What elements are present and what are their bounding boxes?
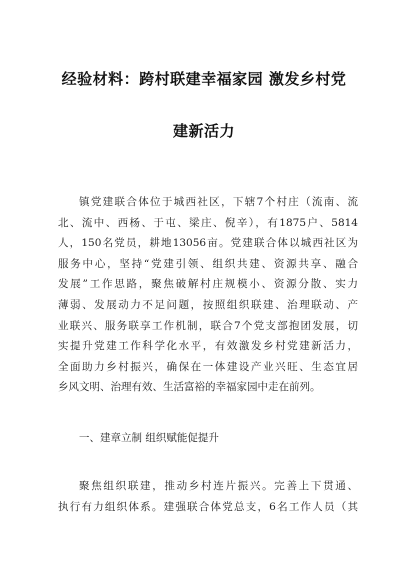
paragraph-line: 实提升党建工作科学化水平，有效激发乡村党建新活力， xyxy=(58,340,358,353)
document-title-line-1: 经验材料：跨村联建幸福家园 激发乡村党 xyxy=(61,70,347,88)
paragraph-line: 业联兴、服务联享工作机制，联合7个党支部抱团发展，切 xyxy=(58,319,358,332)
paragraph-line: 乡风文明、治理有效、生活富裕的幸福家园中走在前列。 xyxy=(58,381,321,394)
paragraph-line: 镇党建联合体位于城西社区，下辖7个村庄（流南、流 xyxy=(79,196,358,208)
paragraph-line: 聚焦组织联建，推动乡村连片振兴。完善上下贯通、 xyxy=(79,480,358,492)
paragraph-line: 北、流中、西杨、于屯、梁庄、倪辛），有1875户、5814 xyxy=(58,216,358,229)
paragraph-line: 全面助力乡村振兴，确保在一体建设产业兴旺、生态宜居 xyxy=(58,360,358,373)
paragraph-1 xyxy=(58,192,358,398)
paragraph-2 xyxy=(58,476,358,517)
paragraph-line: 发展”工作思路，聚焦破解村庄规模小、资源分散、实力 xyxy=(58,278,358,291)
paragraph-line: 服务中心，坚持“党建引领、组织共建、资源共享、融合 xyxy=(58,257,358,270)
paragraph-line: 薄弱、发展动力不足问题，按照组织联建、治理联动、产 xyxy=(58,298,358,311)
section-heading-1: 一、建章立制 组织赋能促提升 xyxy=(79,432,219,444)
document-title-line-2: 建新活力 xyxy=(172,122,235,140)
paragraph-line: 人，150名党员，耕地13056亩。党建联合体以城西社区为 xyxy=(58,237,358,250)
paragraph-line: 执行有力组织体系。建强联合体党总支，6名工作人员（其 xyxy=(58,500,358,513)
